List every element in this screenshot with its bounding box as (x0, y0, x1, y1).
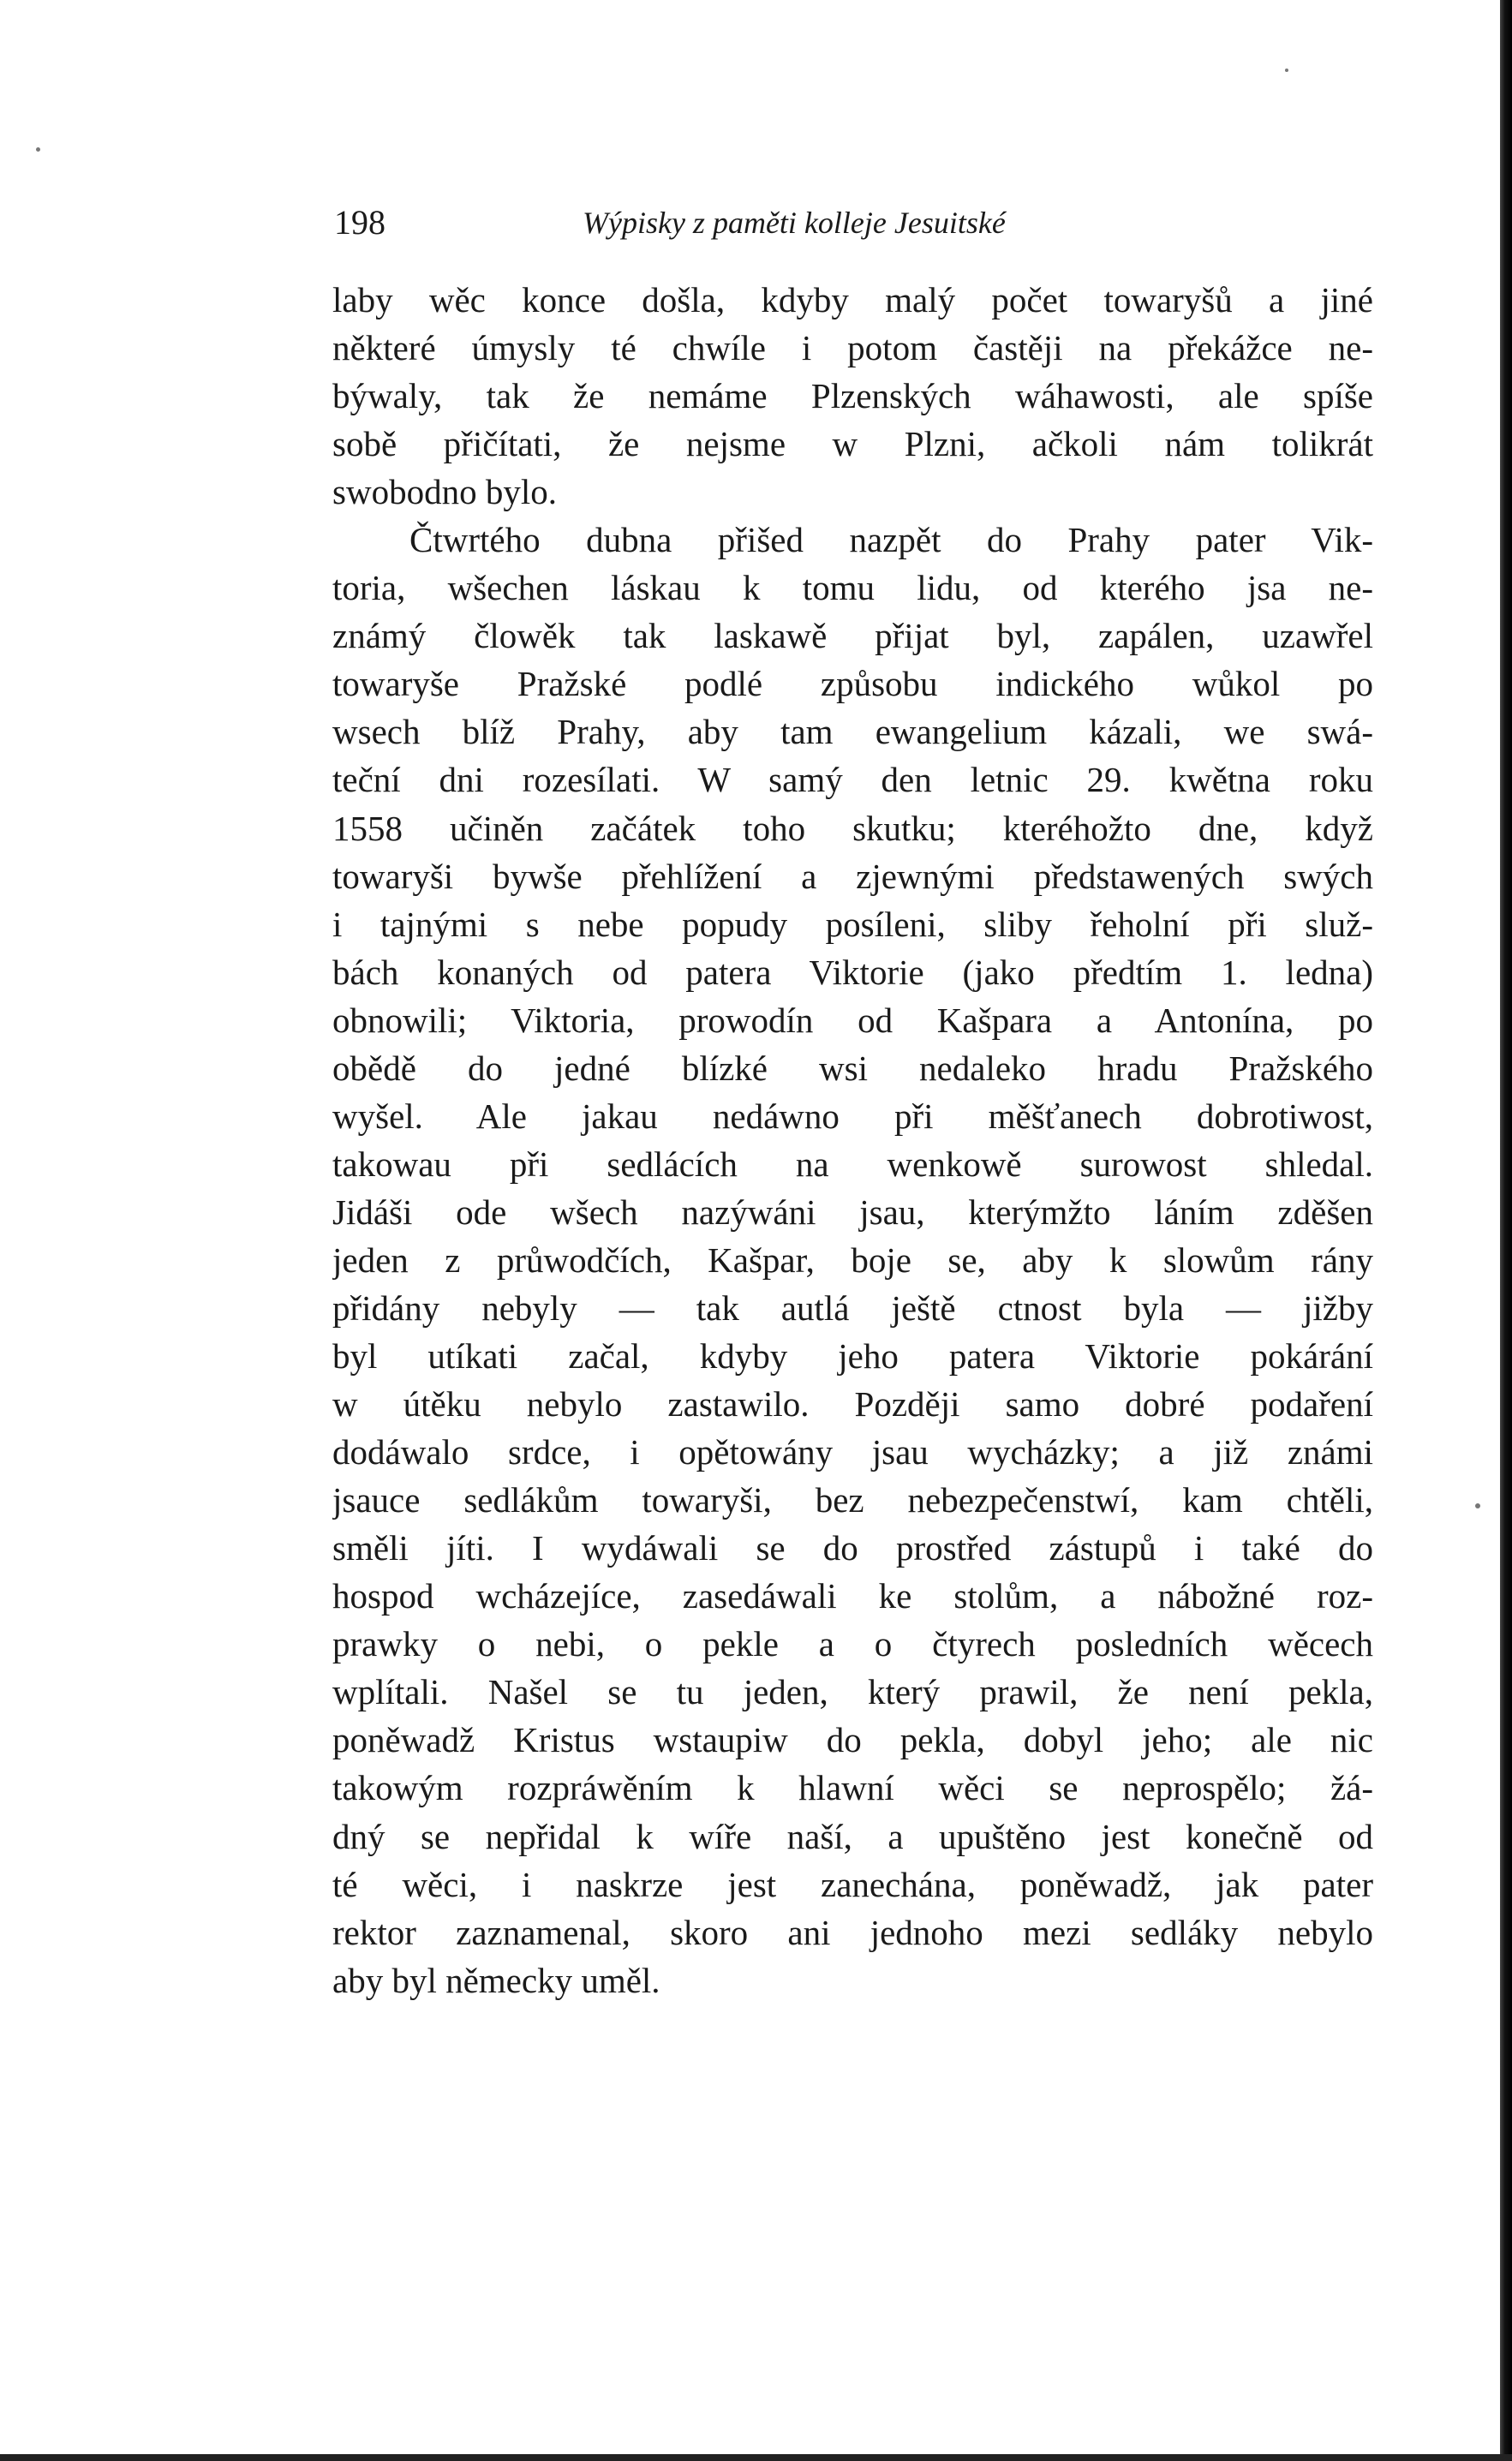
scan-speck (36, 147, 40, 152)
scan-edge-right (1500, 0, 1512, 2461)
text-line: teční dni rozesílati. W samý den letnic 29. kwětna roku (332, 760, 1373, 800)
page-number: 198 (334, 203, 385, 242)
body-text (332, 276, 1373, 2004)
scan-speck (1475, 1503, 1480, 1508)
text-line: towaryši bywše přehlížení a zjewnými předstawených swých (332, 856, 1373, 896)
scan-edge-bottom (0, 2454, 1512, 2461)
text-line: jeden z průwodčích, Kašpar, boje se, aby k slowům rány (332, 1239, 1373, 1280)
text-line: byl utíkati začal, kdyby jeho patera Viktorie pokárání (332, 1336, 1373, 1377)
text-line: známý člowěk tak laskawě přijat byl, zapálen, uzawřel (332, 616, 1373, 656)
text-line: towaryše Pražské podlé způsobu indického wůkol po (332, 664, 1373, 704)
text-line: aby byl německy uměl. (332, 1960, 660, 2000)
text-line: býwaly, tak že nemáme Plzenských wáhawosti, ale spíše (332, 376, 1373, 416)
text-line: obědě do jedné blízké wsi nedaleko hradu Pražského (332, 1048, 1373, 1088)
text-line: prawky o nebi, o pekle a o čtyrech posledních wěcech (332, 1624, 1373, 1664)
text-line: bách konaných od patera Viktorie (jako předtím 1. ledna) (332, 952, 1373, 992)
text-line: sobě přičítati, že nejsme w Plzni, ačkoli nám tolikrát (332, 424, 1373, 464)
text-line: swobodno bylo. (332, 472, 557, 512)
text-line: jsauce sedlákům towaryši, bez nebezpečenstwí, kam chtěli, (332, 1480, 1373, 1520)
text-line: některé úmysly té chwíle i potom častěji na překážce ne- (332, 328, 1373, 368)
text-line: i tajnými s nebe popudy posíleni, sliby řeholní při služ- (332, 904, 1373, 944)
running-title: Wýpisky z paměti kolleje Jesuitské (583, 206, 1006, 240)
text-line: 1558 učiněn začátek toho skutku; kteréhožto dne, když (332, 808, 1373, 848)
text-line: dný se nepřidal k wíře naší, a upuštěno jest konečně od (332, 1816, 1373, 1856)
text-line: hospod wcházejíce, zasedáwali ke stolům, a nábožné roz- (332, 1576, 1373, 1616)
text-line: přidány nebyly — tak autlá ještě ctnost byla — jižby (332, 1287, 1373, 1328)
text-line: poněwadž Kristus wstaupiw do pekla, dobyl jeho; ale nic (332, 1720, 1373, 1760)
text-line: Jidáši ode wšech nazýwáni jsau, kterýmžto láním zděšen (332, 1192, 1373, 1232)
text-line: wplítali. Našel se tu jeden, který prawil, že není pekla, (332, 1672, 1373, 1712)
text-line: wsech blíž Prahy, aby tam ewangelium kázali, we swá- (332, 712, 1373, 752)
text-line: w útěku nebylo zastawilo. Později samo dobré podaření (332, 1384, 1373, 1425)
paragraph-start-line: Čtwrtého dubna přišed nazpět do Prahy pater Vik- (409, 520, 1373, 560)
text-line: směli jíti. I wydáwali se do prostřed zástupů i také do (332, 1528, 1373, 1568)
text-line: rektor zaznamenal, skoro ani jednoho mezi sedláky nebylo (332, 1912, 1373, 1952)
text-line: toria, wšechen láskau k tomu lidu, od kterého jsa ne- (332, 568, 1373, 608)
text-line: obnowili; Viktoria, prowodín od Kašpara a Antonína, po (332, 1000, 1373, 1040)
text-line: takowým rozpráwěním k hlawní wěci se neprospělo; žá- (332, 1768, 1373, 1808)
scan-speck (1285, 69, 1288, 72)
text-line: laby wěc konce došla, kdyby malý počet towaryšů a jiné (332, 280, 1373, 320)
text-line: dodáwalo srdce, i opětowány jsau wycházky; a již známi (332, 1432, 1373, 1472)
text-line: takowau při sedlácích na wenkowě surowost shledal. (332, 1144, 1373, 1184)
text-line: wyšel. Ale jakau nedáwno při měšťanech dobrotiwost, (332, 1096, 1373, 1136)
page-header (334, 199, 1371, 250)
text-line: té wěci, i naskrze jest zanechána, poněwadž, jak pater (332, 1864, 1373, 1904)
